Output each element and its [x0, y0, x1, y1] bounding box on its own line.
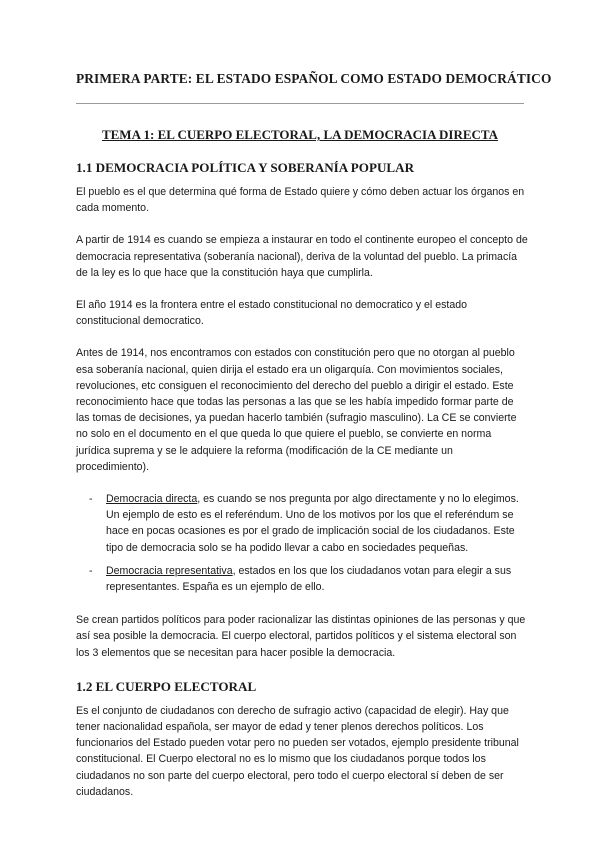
- paragraph: Se crean partidos políticos para poder racionalizar las distintas opiniones de las personas y que así sea posible la democracia. El cuerpo electoral, partidos políticos y el sistema electoral son los 3 elementos que se necesitan para hacer posible la democracia.: [76, 614, 526, 659]
- section-heading-1-1: 1.1 DEMOCRACIA POLÍTICA Y SOBERANÍA POPULAR: [76, 160, 415, 175]
- list-item: [76, 563, 528, 595]
- paragraph: El pueblo es el que determina qué forma de Estado quiere y cómo deben actuar los órganos en cada momento.: [76, 186, 525, 215]
- term-democracia-representativa: Democracia representativa: [106, 564, 233, 577]
- paragraph: Antes de 1914, nos encontramos con estados con constitución pero que no otorgan al pueblo esa soberanía nacional, quien dirija el estado era un oligarquía. Con movimientos sociales, revoluciones, etc consiguen el reconocimiento del derecho del pueblo a dirigir el estado. Este reconocimiento hace que todas las personas a las que se les había impedido formar parte de las tomas de decisiones, ya puedan hacerlo también (sufragio masculino). La CE se convierte no solo en el documento en el que queda lo que quiere el pueblo, se convierte en norma jurídica suprema y se le adquiere la reforma (modificación de la CE mediante un procedimiento).: [76, 347, 517, 473]
- democracy-types-list: [76, 491, 528, 595]
- paragraph: Es el conjunto de ciudadanos con derecho de sufragio activo (capacidad de elegir). Hay que tener nacionalidad española, ser mayor de edad y tener plenos derechos políticos. Los funcionarios del Estado pueden votar pero no pueden ser votados, ejemplo presidente tribunal constitucional. El Cuerpo electoral no es lo mismo que los ciudadanos porque todos los ciudadanos no son parte del cuerpo electoral, pero todo el cuerpo electoral sí deben de ser ciudadanos.: [76, 704, 519, 798]
- list-item: [76, 491, 528, 556]
- paragraph: A partir de 1914 es cuando se empieza a instaurar en todo el continente europeo el concepto de democracia representativa (soberanía nacional), deriva de la voluntad del pueblo. La primacía de la ley es lo que hace que la constitución haya que cumplirla.: [76, 234, 528, 279]
- bullet-dash: -: [89, 564, 93, 577]
- header-divider: [76, 103, 524, 104]
- paragraph: El año 1914 es la frontera entre el estado constitucional no democratico y el estado constitucional democratico.: [76, 299, 468, 328]
- list-item-text: , es cuando se nos pregunta por algo directamente y no lo elegimos. Un ejemplo de esto es el referéndum. Uno de los motivos por los que el referéndum se hace en pocas ocasiones es por el grado de implicación social de los ciudadanos. Este tipo de democracia solo se ha podido llevar a cabo en sociedades pequeñas.: [106, 493, 519, 554]
- section-heading-1-2: 1.2 EL CUERPO ELECTORAL: [76, 678, 257, 694]
- term-democracia-directa: Democracia directa: [106, 493, 198, 506]
- theme-title: [0, 127, 600, 143]
- part-title: PRIMERA PARTE: EL ESTADO ESPAÑOL COMO ESTADO DEMOCRÁTICO: [76, 71, 552, 86]
- document-body: [76, 159, 528, 800]
- theme-title-text: TEMA 1: EL CUERPO ELECTORAL, LA DEMOCRACIA DIRECTA: [101, 127, 499, 142]
- bullet-dash: -: [89, 493, 93, 506]
- list-item-text: , estados en los que los ciudadanos votan para elegir a sus representantes. España es un ejemplo de ello.: [106, 564, 512, 594]
